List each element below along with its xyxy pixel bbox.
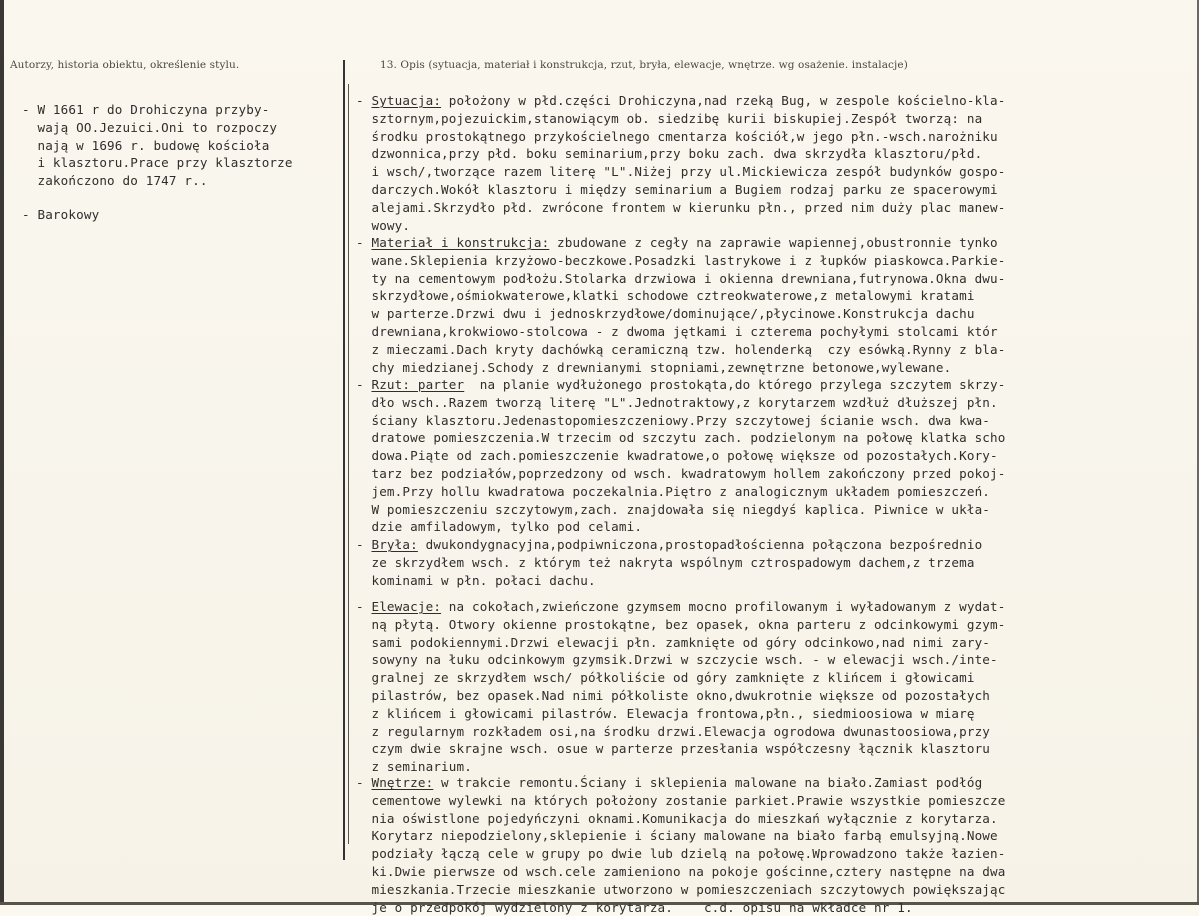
section-line: z regularnym rozkładem osi,na środku drzwi.Elewacja ogrodowa dwunastoosiowa,przy <box>356 723 991 739</box>
section-line: wane.Sklepienia krzyżowo-beczkowe.Posadzki lastrykowe i z łupków piaskowca.Parkie- <box>356 252 1006 268</box>
section-material <box>356 234 1196 376</box>
history-entry <box>22 101 362 190</box>
section-line: ze skrzydłem wsch. z którym też nakryta wspólnym cztrospadowym dachem,z trzema <box>356 554 975 570</box>
section-heading: Materiał i konstrukcja: <box>371 235 550 250</box>
section-line: sami podokiennymi.Drzwi elewacji płn. zamknięte od góry odcinkowo,nad nimi zary- <box>356 634 991 650</box>
right-column-header: 13. Opis (sytuacja, materiał i konstrukcja, rzut, bryła, elewacje, wnętrze. wg osażenie. instalacje) <box>380 59 908 71</box>
section-line: ściany klasztoru.Jedenastopomieszczeniowy.Przy szczytowej ścianie wsch. dwa kwa- <box>356 412 991 428</box>
section-line: ty na cementowym podłożu.Stolarka drzwiowa i okienna drewniana,futrynowa.Okna dwu- <box>356 270 1006 286</box>
section-line: czym dwie skrajne wsch. osue w parterze przesłania współczesny łącznik klasztoru <box>356 741 991 757</box>
style-line: - Barokowy <box>22 206 100 222</box>
section-sytuacja <box>356 92 1196 234</box>
section-line: sztornym,pojezuickim,stanowiącym ob. siedzibę kurii biskupiej.Zespół tworzą: na <box>356 110 983 126</box>
section-heading: Sytuacja: <box>371 93 442 108</box>
section-line: mieszkania.Trzecie mieszkanie utworzono w pomieszczeniach szczytowych powiększając <box>356 881 1006 897</box>
section-line: dzwonnica,przy płd. boku seminarium,przy boku zach. dwa skrzydła klasztoru/płd. <box>356 146 983 162</box>
section-line: pilastrów, bez opasek.Nad nimi półkoliste okno,dwukrotnie większe od pozostałych <box>356 687 991 703</box>
section-elewacje <box>356 598 1196 776</box>
section-line: skrzydłowe,ośmiokwaterowe,klatki schodowe cztreokwaterowe,z metalowymi kratami <box>356 288 975 304</box>
section-line: z klińcem i głowicami pilastrów. Elewacja frontowa,płn., siedmioosiowa w miarę <box>356 705 975 721</box>
style-entry <box>22 206 362 224</box>
section-rzut <box>356 376 1196 536</box>
page-left-edge <box>0 0 4 905</box>
section-line: chy miedzianej.Schody z drewnianymi stopniami,zewnętrzne betonowe,wylewane. <box>356 359 952 375</box>
section-line: dło wsch..Razem tworzą literę "L".Jednotraktowy,z korytarzem wzdłuż dłuższej płn. <box>356 394 998 410</box>
history-column <box>22 101 362 224</box>
section-first-line: - Elewacje: na cokołach,zwieńczone gzymsem mocno profilowanym i wyładowanym z wydat- <box>356 599 1006 614</box>
section-first-line: - Rzut: parter na planie wydłużonego prostokąta,do którego przylega szczytem skrzy- <box>356 377 1006 392</box>
section-first-line: - Wnętrze: w trakcie remontu.Ściany i sklepienia malowane na biało.Zamiast podłóg <box>356 775 983 790</box>
section-first-line: - Bryła: dwukondygnacyjna,podpiwniczona,prostopadłościenna połączona bezpośrednio <box>356 537 983 552</box>
section-heading: Elewacje: <box>371 599 442 614</box>
section-line: gralnej ze skrzydłem wsch/ półkoliście od góry zamknięte z klińcem i głowicami <box>356 670 975 686</box>
section-line: dowa.Piąte od zach.pomieszczenie kwadratowe,o połowę większe od pozostałych.Kory- <box>356 448 998 464</box>
section-line: W pomieszczeniu szczytowym,zach. znajdowała się niegdyś kaplica. Piwnice w ukła- <box>356 501 991 517</box>
section-line: tarz bez podziałów,poprzedzony od wsch. kwadratowym hollem zakończony przed pokoj- <box>356 465 1006 481</box>
section-heading: Bryła: <box>371 537 418 552</box>
section-line: z seminarium. <box>356 759 472 775</box>
history-line: nają w 1696 r. budowę kościoła <box>22 137 270 153</box>
history-line: - W 1661 r do Drohiczyna przyby- <box>22 102 270 117</box>
section-line: nia oświstlone pojedyńczyni oknami.Komunikacja do mieszkań wyłącznie z korytarza. <box>356 810 998 826</box>
section-line: cementowe wylewki na których położony zostanie parkiet.Prawie wszystkie pomieszcze <box>356 792 1006 808</box>
section-bryla <box>356 536 1196 589</box>
section-line: z mieczami.Dach kryty dachówką ceramiczną tzw. holenderką czy esówką.Rynny z bla- <box>356 341 1006 357</box>
section-line: wowy. <box>356 217 411 233</box>
section-line: Korytarz niepodzielony,sklepienie i ściany malowane na biało farbą emulsyjną.Nowe <box>356 828 998 844</box>
section-line: ki.Dwie pierwsze od wsch.cele zamieniono na pokoje gościnne,cztery następne na dwa <box>356 863 1006 879</box>
section-first-line: - Sytuacja: położony w płd.części Drohiczyna,nad rzeką Bug, w zespole kościelno-kla- <box>356 93 1006 108</box>
section-line: drewniana,krokwiowo-stolcowa - z dwoma jętkami i czterema pochyłymi stolcami któr <box>356 323 998 339</box>
section-line: w parterze.Drzwi dwu i jednoskrzydłowe/dominujące/,płycinowe.Konstrukcja dachu <box>356 306 975 322</box>
section-line: darczych.Wokół klasztoru i między seminarium a Bugiem rodzaj parku ze spacerowymi <box>356 181 998 197</box>
history-line: i klasztoru.Prace przy klasztorze <box>22 155 293 171</box>
section-line: dratowe pomieszczenia.W trzecim od szczytu zach. podzielonym na połowę klatka scho <box>356 430 1006 446</box>
section-line: ną płytą. Otwory okienne prostokątne, bez opasek, okna parteru z odcinkowymi gzym- <box>356 616 1006 632</box>
section-line: kominami w płn. połaci dachu. <box>356 572 596 588</box>
section-wnetrze <box>356 774 1196 916</box>
section-line: podziały łączą cele w grupy po dwie lub dzielą na połowę.Wprowadzono także łazien- <box>356 846 1006 862</box>
history-line: wają OO.Jezuici.Oni to rozpoczy <box>22 119 278 135</box>
history-line: zakończono do 1747 r.. <box>22 173 208 189</box>
left-column-header: Autorzy, historia obiektu, określenie stylu. <box>10 59 240 71</box>
section-line: jem.Przy hollu kwadratowa poczekalnia.Piętro z analogicznym układem pomieszczeń. <box>356 483 991 499</box>
section-line: dzie amfiladowym, tylko pod celami. <box>356 519 643 535</box>
section-line: środku prostokątnego przykościelnego cmentarza kościół,w jego płn.-wsch.narożniku <box>356 128 998 144</box>
section-line: sowyny na łuku odcinkowym gzymsik.Drzwi w szczycie wsch. - w elewacji wsch./inte- <box>356 652 998 668</box>
section-heading: Rzut: parter <box>371 377 465 392</box>
section-heading: Wnętrze: <box>371 775 434 790</box>
section-line: i wsch/,tworzące razem literę "L".Niżej przy ul.Mickiewicza zespół budynków gospo- <box>356 164 1006 180</box>
section-line: alejami.Skrzydło płd. zwrócone frontem w kierunku płn., przed nim duży plac manew- <box>356 199 1006 215</box>
section-line: je o przedpokój wydzielony z korytarza. c.d. opisu na wkładce nr 1. <box>356 899 913 915</box>
section-first-line: - Materiał i konstrukcja: zbudowane z cegły na zaprawie wapiennej,obustronnie tynko <box>356 235 998 250</box>
